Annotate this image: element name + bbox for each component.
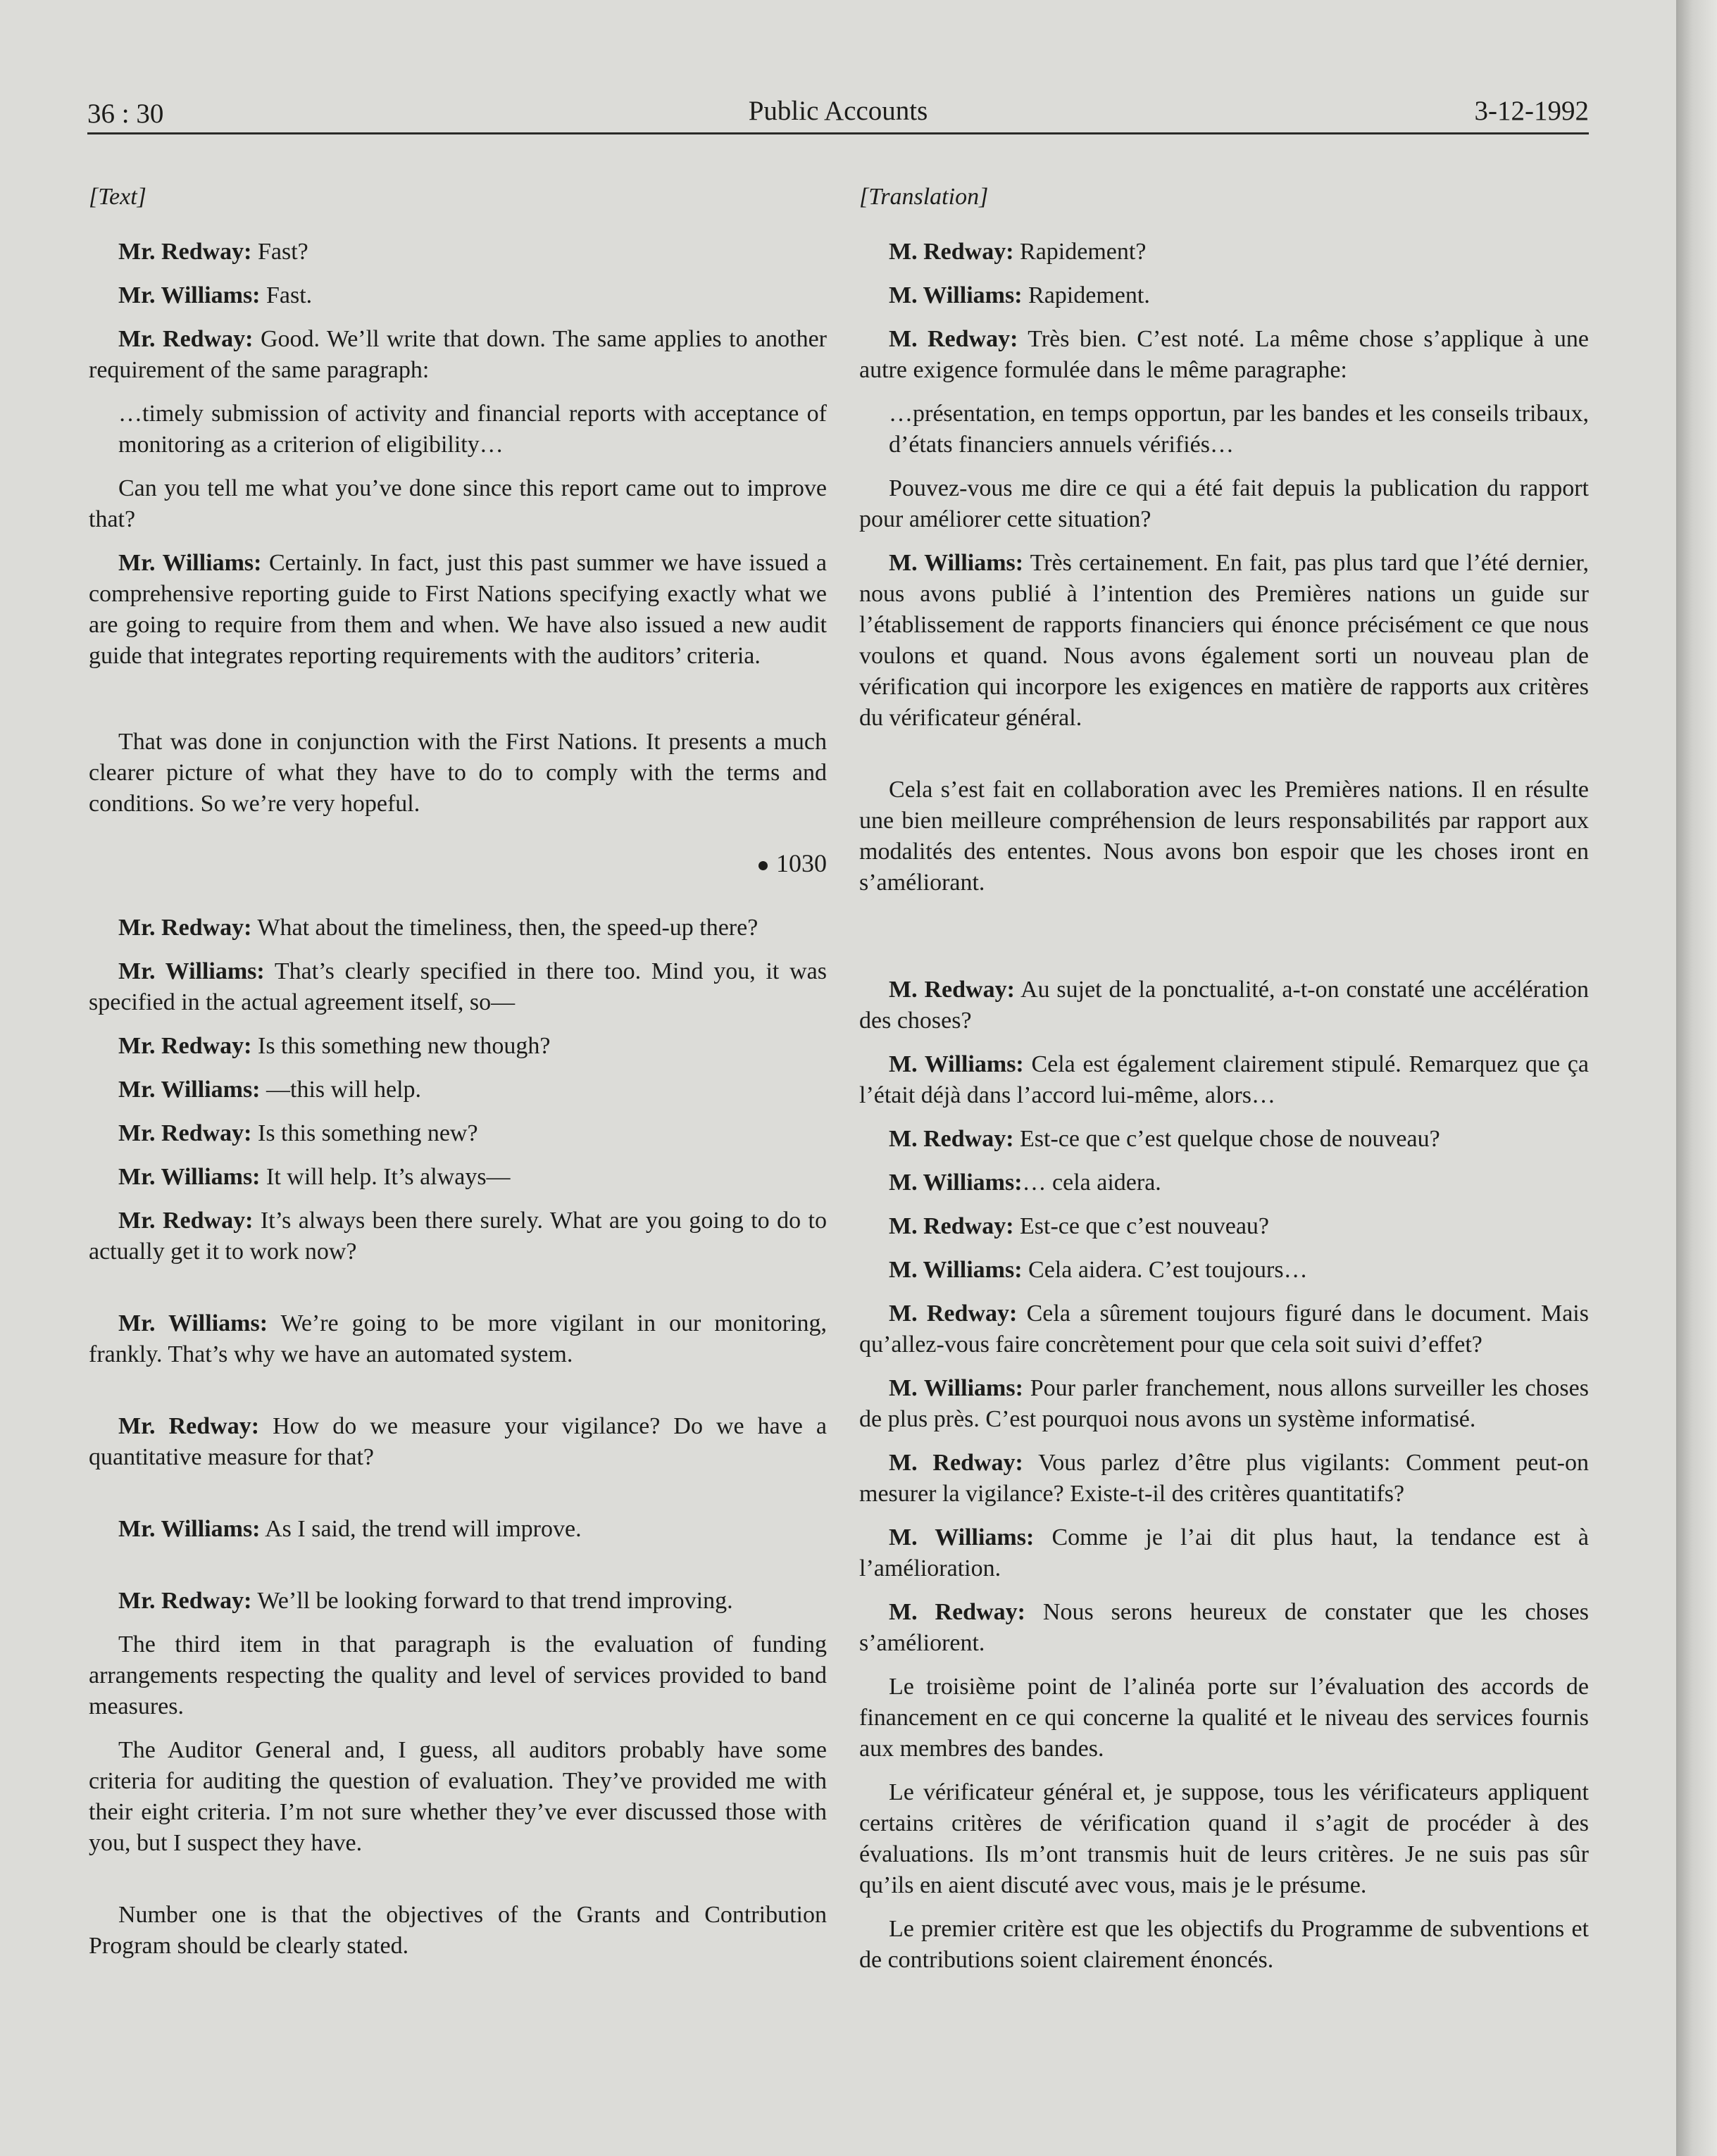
speech-text: Cela est également clairement stipulé. Remarquez que ça l’était déjà dans l’accord lui-même, alors…: [859, 1051, 1589, 1108]
paragraph: [859, 1373, 1589, 1435]
paragraph: [89, 956, 827, 1018]
speaker-name: Mr. Williams:: [118, 282, 261, 308]
speaker-name: Mr. Williams:: [118, 1310, 268, 1336]
speaker-name: Mr. Redway:: [118, 1413, 260, 1439]
paragraph: [89, 1308, 827, 1370]
speaker-name: Mr. Williams:: [118, 1077, 261, 1103]
paragraph: Pouvez-vous me dire ce qui a été fait depuis la publication du rapport pour améliorer cette situation?: [859, 475, 1589, 532]
paragraph: [89, 1118, 827, 1149]
speech-text: Pour parler franchement, nous allons surveiller les choses de plus près. C’est pourquoi nous avons un système informatisé.: [859, 1375, 1589, 1432]
speech-text: Rapidement?: [1013, 239, 1147, 265]
paragraph: [89, 1205, 827, 1267]
speech-text: Fast.: [260, 282, 313, 308]
bullet-icon: [758, 861, 768, 870]
speaker-name: Mr. Williams:: [118, 1164, 261, 1190]
page-header: [87, 93, 1589, 134]
speaker-name: M. Williams:: [889, 1524, 1035, 1550]
speaker-name: Mr. Redway:: [118, 326, 254, 352]
speaker-name: Mr. Williams:: [118, 550, 262, 576]
speech-text: Rapidement.: [1022, 282, 1150, 308]
speaker-name: M. Redway:: [889, 326, 1018, 352]
paragraph: [859, 280, 1589, 311]
speaker-name: Mr. Redway:: [118, 915, 252, 941]
paragraph: [859, 1597, 1589, 1659]
speaker-name: Mr. Williams:: [118, 958, 265, 984]
speaker-name: M. Williams:: [889, 1375, 1023, 1401]
paragraph: [89, 1411, 827, 1473]
speech-text: Fast?: [251, 239, 308, 265]
french-column: [859, 182, 1589, 1988]
paragraph: [859, 1124, 1589, 1155]
speaker-name: Mr. Redway:: [118, 239, 252, 265]
speech-text: Vous parlez d’être plus vigilants: Comment peut-on mesurer la vigilance? Existe-t-il des critères quantitatifs?: [859, 1450, 1589, 1507]
paragraph: The Auditor General and, I guess, all auditors probably have some criteria for auditing the question of evaluation. They’ve provided me with their eight criteria. I’m not sure whether they’ve ever discussed those with you, but I suspect they have.: [89, 1737, 827, 1856]
paragraph: [859, 1298, 1589, 1360]
paragraph: [859, 1211, 1589, 1242]
block-quote: …présentation, en temps opportun, par les bandes et les conseils tribaux, d’états financiers annuels vérifiés…: [889, 401, 1589, 458]
paragraph: [859, 1522, 1589, 1584]
running-title: Public Accounts: [748, 96, 928, 126]
paragraph: [859, 548, 1589, 734]
speaker-name: Mr. Williams:: [118, 1516, 261, 1542]
speech-text: … cela aidera.: [1022, 1170, 1161, 1196]
paragraph: The third item in that paragraph is the evaluation of funding arrangements respecting the quality and level of services provided to band measures.: [89, 1631, 827, 1719]
paragraph: Can you tell me what you’ve done since this report came out to improve that?: [89, 475, 827, 532]
speech-text: We’ll be looking forward to that trend improving.: [251, 1588, 733, 1614]
paragraph: [89, 1031, 827, 1062]
speech-text: Comme je l’ai dit plus haut, la tendance est à l’amélioration.: [859, 1524, 1589, 1581]
paragraph: [89, 1514, 827, 1545]
page-number: 36 : 30: [87, 99, 164, 129]
speech-text: Est-ce que c’est quelque chose de nouveau?: [1013, 1126, 1440, 1152]
speech-text: Très certainement. En fait, pas plus tard que l’été dernier, nous avons publié à l’intention des Premières nations un guide sur l’établissement de rapports financiers qui énonce précisément ce que nous voulons et quand. Nous avons également sorti un nouveau plan de vérification qui incorpore les exigences en matière de rapports aux critères du vérificateur général.: [859, 550, 1590, 731]
speaker-name: M. Williams:: [889, 550, 1024, 576]
paragraph: Le troisième point de l’alinéa porte sur l’évaluation des accords de financement en ce qui concerne la qualité et le niveau des services fournis aux membres des bandes.: [859, 1674, 1589, 1762]
speaker-name: M. Williams:: [889, 1257, 1023, 1283]
speaker-name: Mr. Redway:: [118, 1120, 252, 1146]
page-edge-shadow: [1676, 0, 1717, 2156]
english-column: [89, 182, 827, 1974]
speaker-name: M. Redway:: [889, 1213, 1014, 1239]
column-tag: [Text]: [89, 184, 146, 210]
speaker-name: M. Redway:: [889, 1301, 1018, 1327]
speaker-name: M. Redway:: [889, 239, 1014, 265]
paragraph: [859, 1049, 1589, 1111]
speech-text: How do we measure your vigilance? Do we have a quantitative measure for that?: [89, 1413, 827, 1470]
speaker-name: Mr. Redway:: [118, 1033, 252, 1059]
paragraph: [89, 1162, 827, 1193]
paragraph: [89, 280, 827, 311]
speech-text: That’s clearly specified in there too. Mind you, it was specified in the actual agreement itself, so—: [89, 958, 827, 1015]
paragraph: [859, 1255, 1589, 1286]
paragraph: Cela s’est fait en collaboration avec les Premières nations. Il en résulte une bien meilleure compréhension de leurs responsabilités par rapport aux modalités des ententes. Nous avons bon espoir que les choses iront en s’améliorant.: [859, 777, 1589, 896]
paragraph: [89, 237, 827, 268]
speaker-name: M. Redway:: [889, 1599, 1025, 1625]
speaker-name: M. Redway:: [889, 1126, 1014, 1152]
speaker-name: Mr. Redway:: [118, 1588, 252, 1614]
speech-text: —this will help.: [260, 1077, 422, 1103]
paragraph: [859, 237, 1589, 268]
speech-text: As I said, the trend will improve.: [260, 1516, 582, 1542]
speech-text: We’re going to be more vigilant in our monitoring, frankly. That’s why we have an automated system.: [89, 1310, 827, 1367]
block-quote: …timely submission of activity and financial reports with acceptance of monitoring as a criterion of eligibility…: [118, 401, 827, 458]
paragraph: [89, 1586, 827, 1617]
speaker-name: M. Williams:: [889, 1051, 1024, 1077]
speech-text: Au sujet de la ponctualité, a-t-on constaté une accélération des choses?: [859, 977, 1590, 1034]
paragraph: [859, 324, 1589, 386]
speech-text: Très bien. C’est noté. La même chose s’applique à une autre exigence formulée dans le même paragraphe:: [859, 326, 1589, 383]
speaker-name: M. Williams:: [889, 1170, 1023, 1196]
speaker-name: Mr. Redway:: [118, 1208, 254, 1234]
speech-text: It will help. It’s always—: [260, 1164, 511, 1190]
paragraph: That was done in conjunction with the First Nations. It presents a much clearer picture of what they have to do to comply with the terms and conditions. So we’re very hopeful.: [89, 729, 827, 817]
column-tag: [Translation]: [859, 184, 989, 210]
paragraph: Le vérificateur général et, je suppose, tous les vérificateurs appliquent certains critères de vérification quand il s’agit de procéder à des évaluations. Ils m’ont transmis huit de leurs critères. Je ne suis pas sûr qu’ils en aient discuté avec vous, mais je le présume.: [859, 1779, 1589, 1898]
paragraph: [859, 974, 1589, 1036]
paragraph: [89, 324, 827, 386]
paragraph: Le premier critère est que les objectifs du Programme de subventions et de contributions soient clairement énoncés.: [859, 1916, 1589, 1973]
speech-text: Is this something new though?: [251, 1033, 551, 1059]
speech-text: Cela aidera. C’est toujours…: [1022, 1257, 1308, 1283]
paragraph: [89, 548, 827, 672]
speech-text: Nous serons heureux de constater que les choses s’améliorent.: [859, 1599, 1589, 1656]
paragraph: [89, 913, 827, 944]
speech-text: Cela a sûrement toujours figuré dans le document. Mais qu’allez-vous faire concrètement pour que cela soit suivi d’effet?: [859, 1301, 1589, 1358]
speech-text: It’s always been there surely. What are you going to do to actually get it to work now?: [89, 1208, 827, 1265]
speech-text: Certainly. In fact, just this past summer we have issued a comprehensive reporting guide to First Nations specifying exactly what we are going to require from them and when. We have also issued a new audit guide that integrates reporting requirements with the auditors’ criteria.: [89, 550, 827, 669]
paragraph: [859, 1167, 1589, 1198]
speech-text: What about the timeliness, then, the speed-up there?: [251, 915, 758, 941]
speaker-name: M. Williams:: [889, 282, 1023, 308]
header-date: 3-12-1992: [1474, 96, 1589, 126]
time-marker-label: 1030: [776, 849, 827, 877]
speech-text: Is this something new?: [251, 1120, 478, 1146]
speech-text: Est-ce que c’est nouveau?: [1013, 1213, 1270, 1239]
speaker-name: M. Redway:: [889, 1450, 1023, 1476]
paragraph: [89, 1074, 827, 1105]
paragraph: Number one is that the objectives of the Grants and Contribution Program should be clearly stated.: [89, 1902, 827, 1959]
time-marker: [89, 848, 827, 879]
speech-text: Good. We’ll write that down. The same applies to another requirement of the same paragraph:: [89, 326, 827, 383]
speaker-name: M. Redway:: [889, 977, 1015, 1003]
paragraph: [859, 1448, 1589, 1510]
